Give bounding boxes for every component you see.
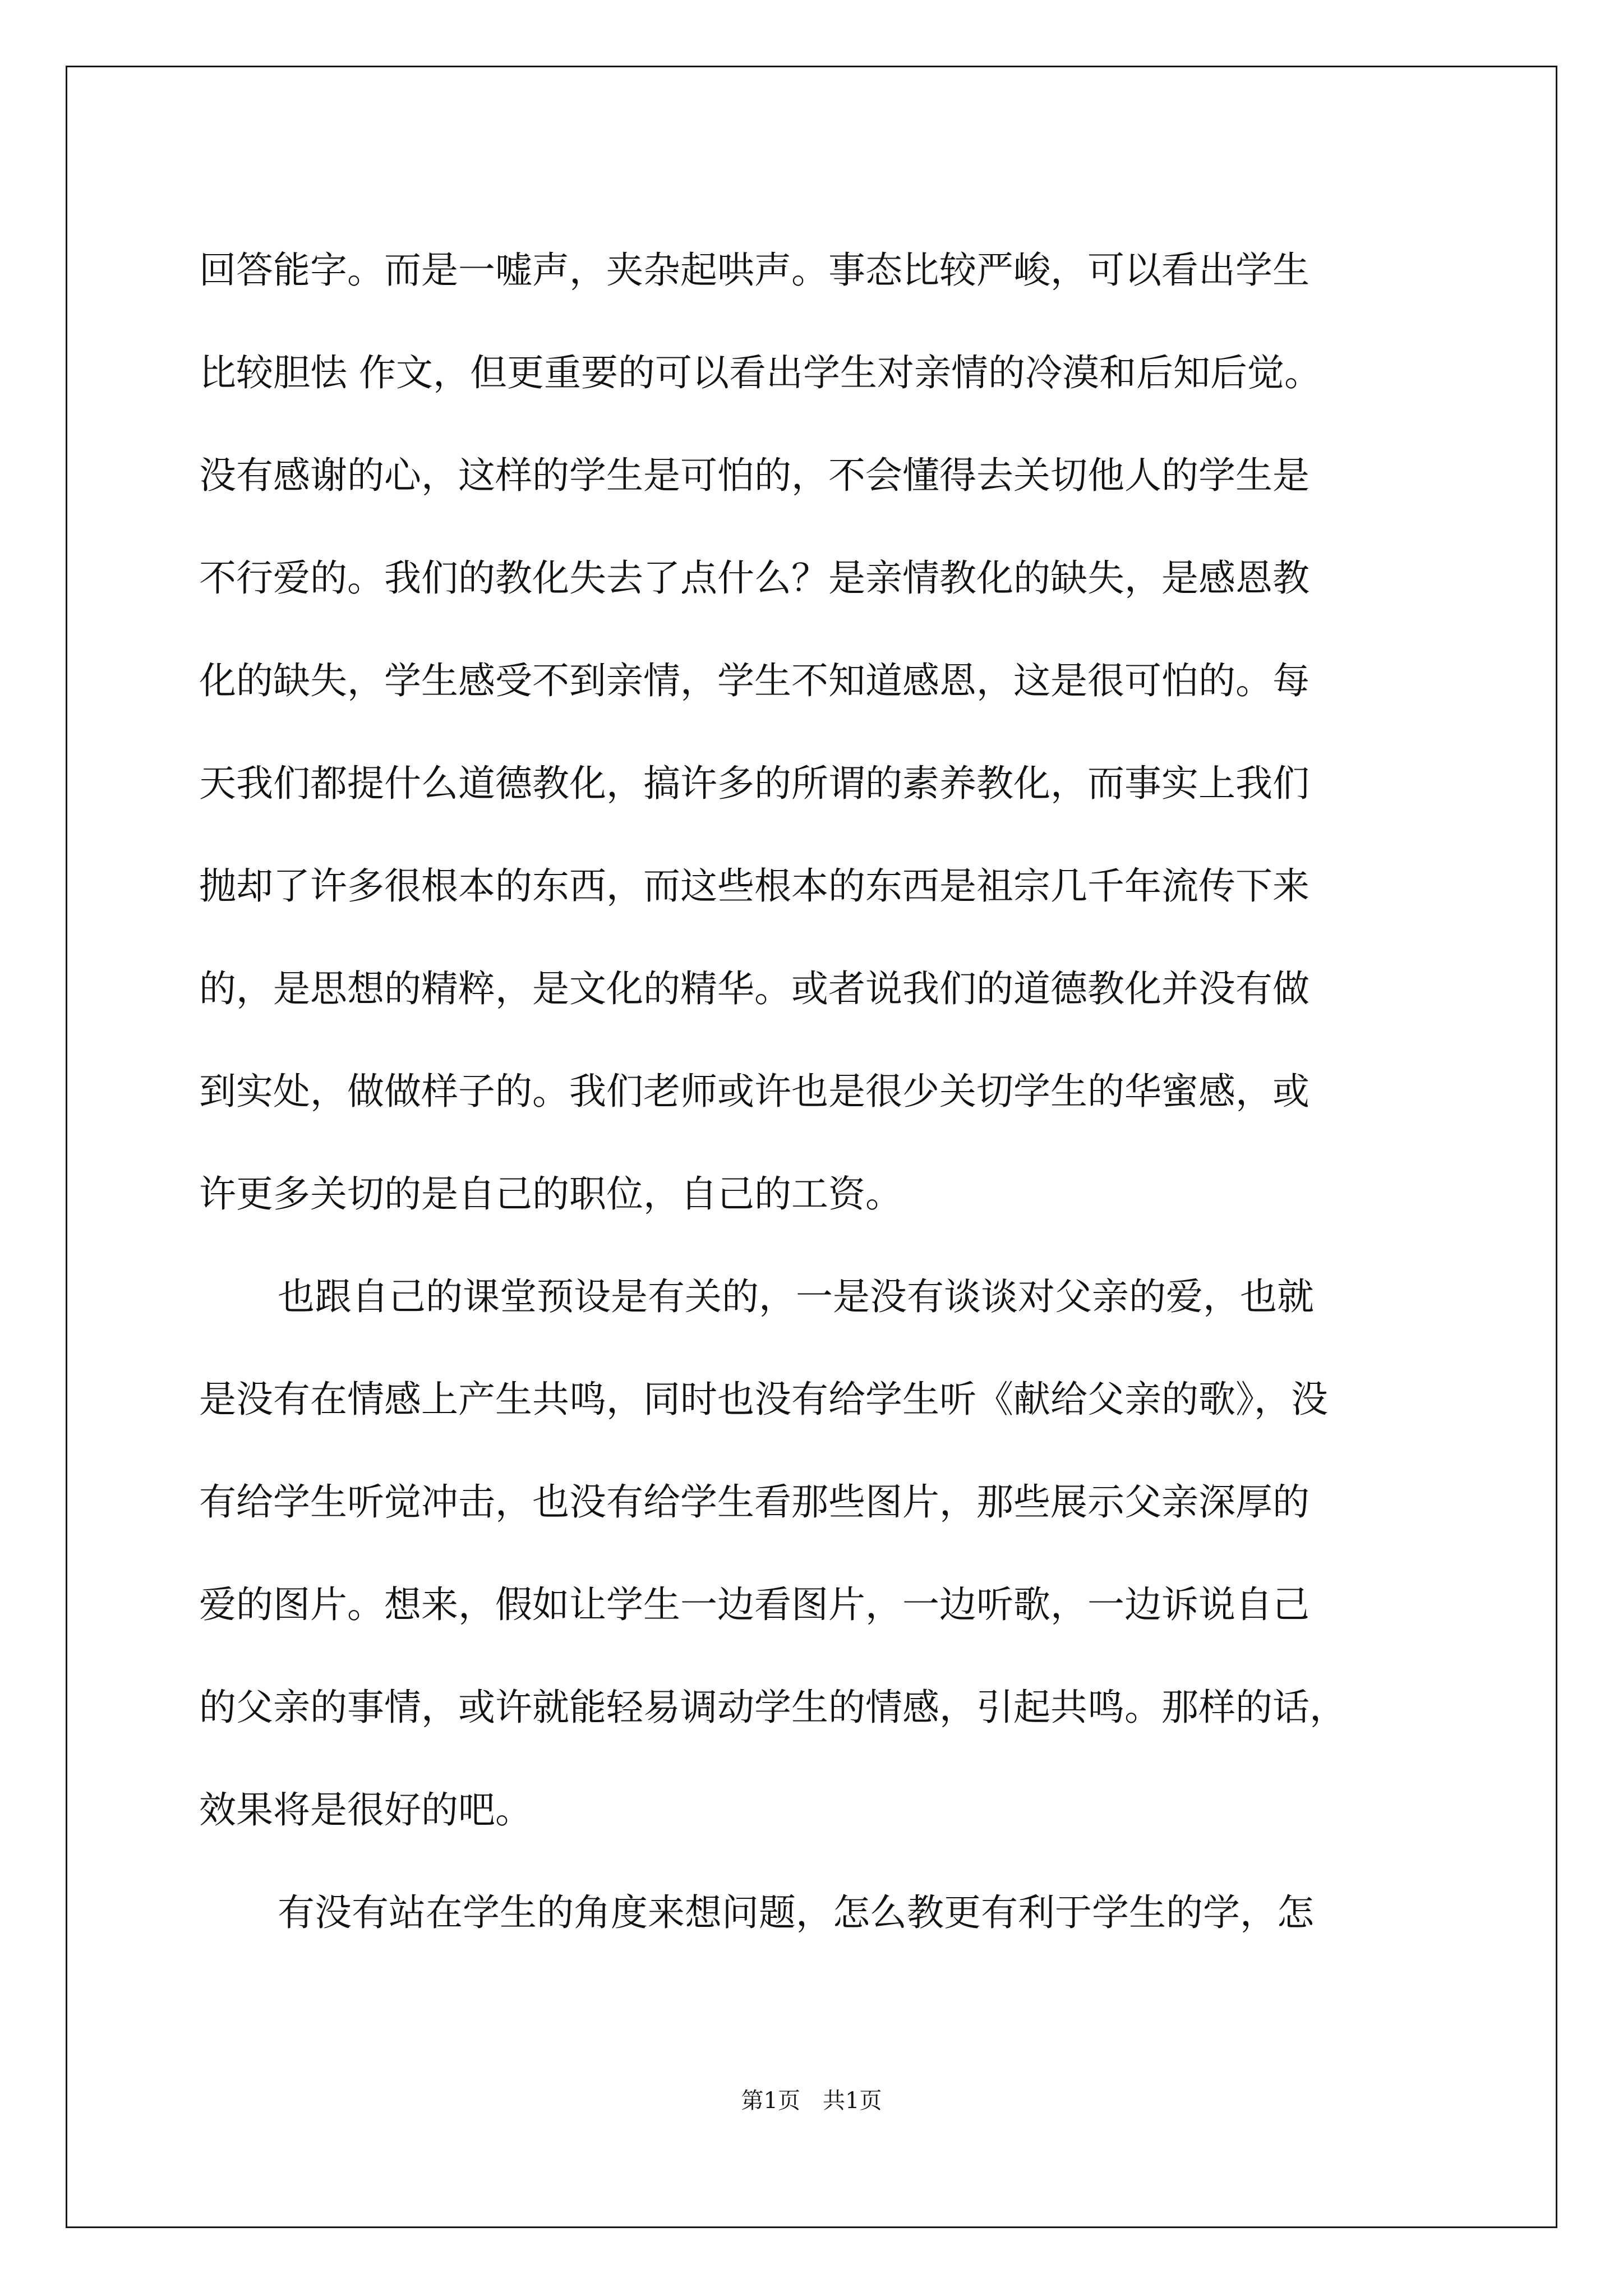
text-line: 也跟自己的课堂预设是有关的，一是没有谈谈对父亲的爱，也就	[278, 1275, 1314, 1318]
text-line: 有没有站在学生的角度来想问题，怎么教更有利于学生的学，怎	[278, 1891, 1314, 1934]
paragraph-2	[199, 1245, 1433, 1861]
page-footer	[0, 2083, 1623, 2115]
text-line: 效果将是很好的吧。	[199, 1788, 532, 1832]
text-line: 爱的图片。想来，假如让学生一边看图片，一边听歌，一边诉说自己	[199, 1583, 1310, 1626]
paragraph-1	[199, 219, 1433, 1245]
text-line: 是没有在情感上产生共鸣，同时也没有给学生听《献给父亲的歌》，没	[199, 1378, 1328, 1421]
text-line: 有给学生听觉冲击，也没有给学生看那些图片，那些展示父亲深厚的	[199, 1480, 1310, 1524]
page-number-total: 共1页	[823, 2088, 882, 2114]
text-line: 的，是思想的精粹，是文化的精华。或者说我们的道德教化并没有做	[199, 967, 1310, 1010]
text-line: 比较胆怯 作文，但更重要的可以看出学生对亲情的冷漠和后知后觉。	[199, 351, 1321, 394]
document-body	[199, 219, 1433, 1964]
text-line: 不行爱的。我们的教化失去了点什么？是亲情教化的缺失，是感恩教	[199, 556, 1310, 600]
text-line: 到实处，做做样子的。我们老师或许也是很少关切学生的华蜜感，或	[199, 1070, 1310, 1113]
page-number-current: 第1页	[741, 2088, 800, 2114]
text-line: 许更多关切的是自己的职位，自己的工资。	[199, 1172, 902, 1216]
text-line: 没有感谢的心，这样的学生是可怕的，不会懂得去关切他人的学生是	[199, 454, 1310, 497]
text-line: 抛却了许多很根本的东西，而这些根本的东西是祖宗几千年流传下来	[199, 864, 1310, 908]
text-line: 化的缺失，学生感受不到亲情，学生不知道感恩，这是很可怕的。每	[199, 659, 1310, 702]
paragraph-3	[199, 1861, 1433, 1964]
text-line: 的父亲的事情，或许就能轻易调动学生的情感，引起共鸣。那样的话，	[199, 1686, 1347, 1729]
text-line: 天我们都提什么道德教化，搞许多的所谓的素养教化，而事实上我们	[199, 762, 1310, 805]
text-line: 回答能字。而是一嘘声，夹杂起哄声。事态比较严峻，可以看出学生	[199, 249, 1310, 292]
